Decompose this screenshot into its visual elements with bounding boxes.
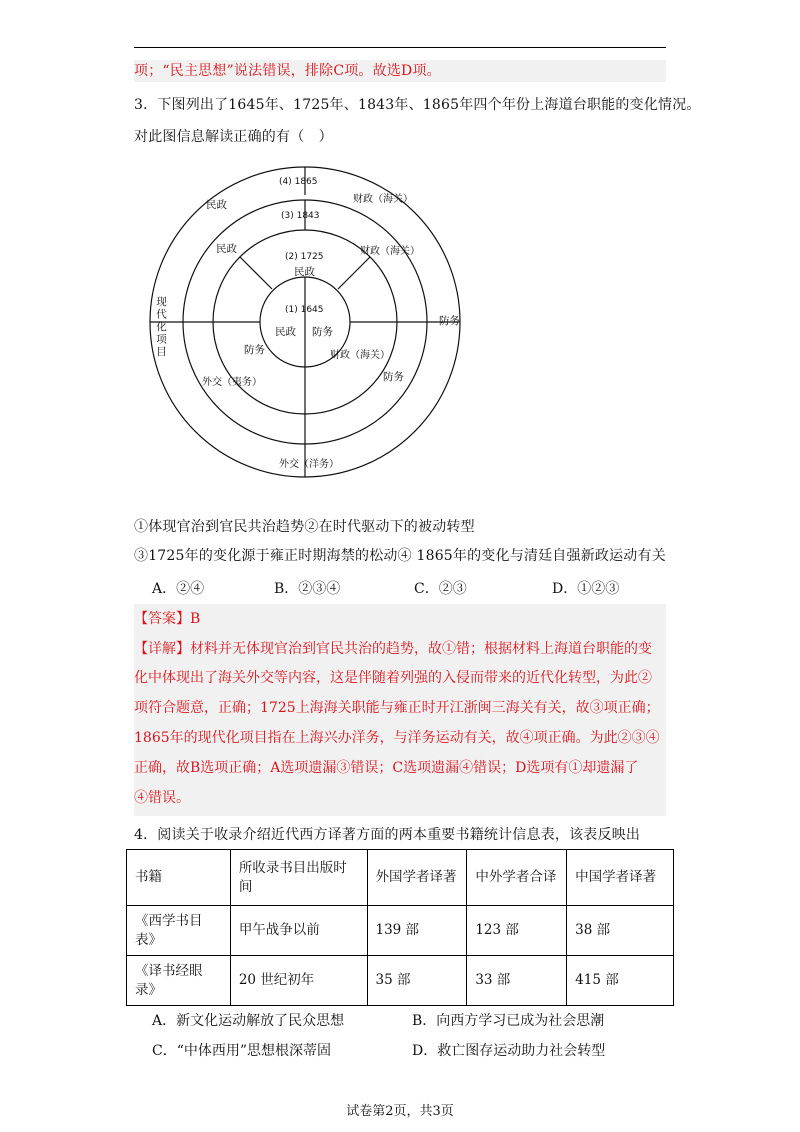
ring1-left: 民政 — [275, 326, 296, 338]
ring1-title: (1) 1645 — [285, 305, 324, 315]
q3-detail-line: 1865年的现代化项目指在上海兴办洋务，与洋务运动有关，故④项正确。为此②③④ — [134, 730, 660, 746]
table-header-cell: 书籍 — [127, 850, 231, 906]
shanghai-daotai-diagram — [148, 160, 468, 490]
q3-statement-1-2: ①体现官治到官民共治趋势②在时代驱动下的被动转型 — [134, 519, 475, 535]
q3-stem-line1: 3．下图列出了1645年、1725年、1843年、1865年四个年份上海道台职能的变化情况。 — [134, 97, 701, 113]
q3-answer: 【答案】B — [134, 611, 201, 627]
q3-detail-line: 项符合题意，正确；1725上海海关职能与雍正时开江浙闽三海关有关，故③项正确； — [134, 700, 660, 716]
table-header-cell: 中国学者译著 — [567, 850, 674, 906]
ring3-title: (3) 1843 — [281, 211, 320, 221]
table-cell: 123 部 — [467, 906, 567, 956]
ring3-lower-right: 防务 — [383, 371, 404, 383]
ring1-right: 防务 — [312, 326, 333, 338]
q4-stem: 4．阅读关于收录介绍近代西方译著方面的两本重要书籍统计信息表，该表反映出 — [134, 827, 641, 843]
table-header-row — [127, 850, 674, 906]
q4-option-d[interactable]: D．救亡图存运动助力社会转型 — [412, 1043, 606, 1059]
q3-stem-line2: 对此图信息解读正确的有（ ） — [134, 129, 333, 145]
top-rule — [134, 47, 666, 48]
ring3-left: 民政 — [216, 243, 237, 255]
q4-option-a[interactable]: A．新文化运动解放了民众思想 — [152, 1013, 345, 1029]
q4-option-b[interactable]: B．向西方学习已成为社会思潮 — [412, 1013, 605, 1029]
q3-answer-block — [134, 604, 666, 816]
table-cell: 35 部 — [367, 956, 467, 1006]
ring3-right: 财政（海关） — [360, 246, 420, 257]
q3-option-b[interactable]: B．②③④ — [274, 581, 341, 597]
table-cell: 38 部 — [567, 906, 674, 956]
ring2-left: 防务 — [244, 344, 265, 356]
q3-option-a[interactable]: A．②④ — [152, 581, 205, 597]
ring2-title: (2) 1725 — [285, 252, 324, 262]
previous-answer-tail: 项；“民主思想”说法错误，排除C项。故选D项。 — [134, 60, 666, 82]
ring4-bottom: 外交（洋务） — [279, 459, 339, 470]
ring4-right: 财政（海关） — [353, 194, 413, 205]
table-header-cell: 中外学者合译 — [467, 850, 567, 906]
table-cell: 20 世纪初年 — [230, 956, 367, 1006]
q3-statement-3-4: ③1725年的变化源于雍正时期海禁的松动④ 1865年的变化与清廷自强新政运动有关 — [134, 548, 666, 564]
q3-option-d[interactable]: D．①②③ — [552, 581, 620, 597]
q3-detail-line: 化中体现出了海关外交等内容，这是伴随着列强的入侵而带来的近代化转型，为此② — [134, 670, 652, 686]
ring2-right: 财政（海关） — [330, 350, 390, 361]
table-cell: 甲午战争以前 — [230, 906, 367, 956]
ring2-top: 民政 — [294, 266, 315, 278]
ring3-lower-left: 外交（夷务） — [202, 377, 262, 388]
q4-stats-table — [126, 849, 674, 1006]
ring4-left: 民政 — [206, 199, 227, 211]
q3-detail-line: 【详解】材料并无体现官治到官民共治的趋势，故①错；根据材料上海道台职能的变 — [134, 641, 652, 657]
table-cell: 《译书经眼录》 — [127, 956, 231, 1006]
ring4-far-left: 现代化项目 — [155, 296, 167, 359]
table-header-cell: 所收录书目出版时间 — [230, 850, 367, 906]
page-footer: 试卷第2页，共3页 — [346, 1104, 454, 1119]
q4-option-c[interactable]: C．“中体西用”思想根深蒂固 — [152, 1043, 332, 1059]
table-row — [127, 956, 674, 1006]
q3-option-c[interactable]: C．②③ — [414, 581, 467, 597]
ring4-far-right: 防务 — [439, 315, 460, 327]
table-row — [127, 906, 674, 956]
ring4-title: (4) 1865 — [279, 177, 318, 187]
q3-detail-line: ④错误。 — [134, 790, 190, 806]
table-cell: 139 部 — [367, 906, 467, 956]
table-cell: 《西学书目表》 — [127, 906, 231, 956]
table-cell: 415 部 — [567, 956, 674, 1006]
table-cell: 33 部 — [467, 956, 567, 1006]
table-header-cell: 外国学者译著 — [367, 850, 467, 906]
q3-detail-line: 正确，故B选项正确；A选项遗漏③错误；C选项遗漏④错误；D选项有①却遗漏了 — [134, 760, 639, 776]
